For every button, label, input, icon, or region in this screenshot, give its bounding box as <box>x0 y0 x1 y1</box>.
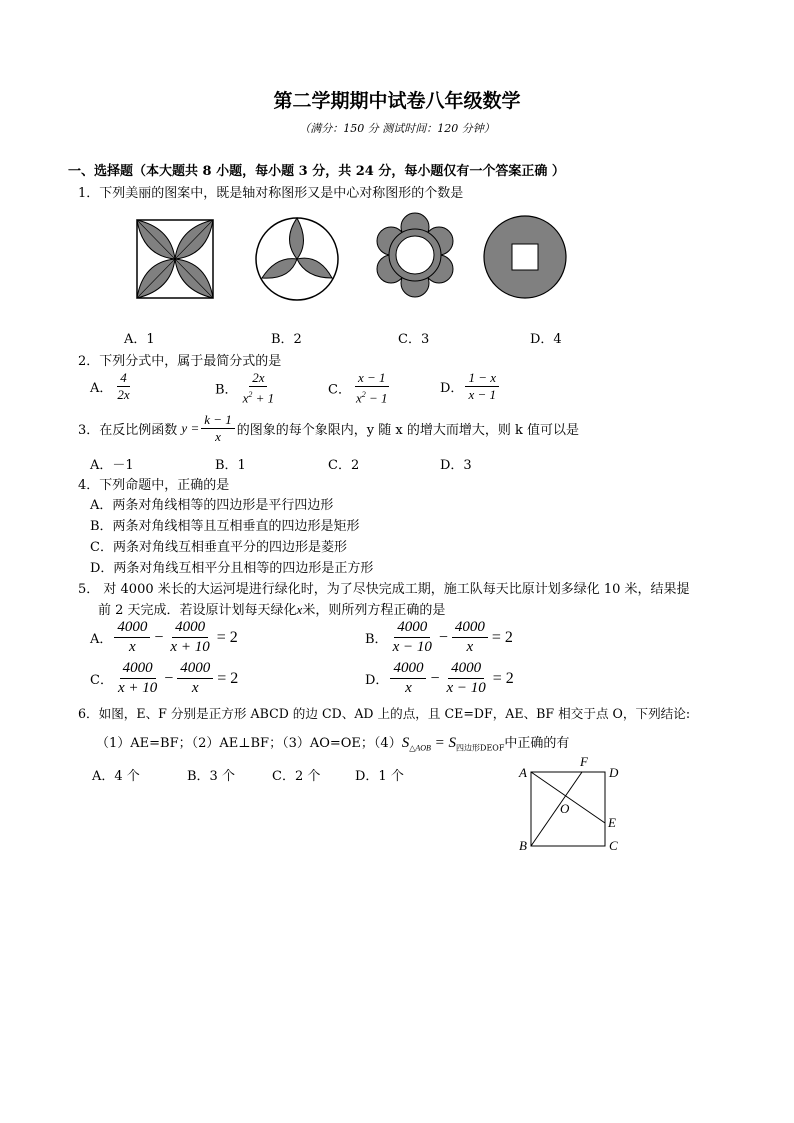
q3-stem: 3．在反比例函数 y = $\frac{k - 1}{x}$ 的图象的每个象限内，y 随 x 的增大而增大，则 k 值可以是 <box>78 412 579 444</box>
segment-bf <box>531 772 582 846</box>
pattern-square-petals <box>135 218 215 300</box>
page-subtitle: （满分：150 分 测试时间：120 分钟） <box>299 122 495 135</box>
point-label-o: O <box>560 801 570 816</box>
q1-option-b: B．2 <box>271 332 302 347</box>
q6-option-c: C．2 个 <box>272 769 321 784</box>
q3-option-c: C．2 <box>328 458 360 473</box>
q4-option-b: B．两条对角线相等且互相垂直的四边形是矩形 <box>90 519 360 534</box>
q1-option-a: A．1 <box>124 332 155 347</box>
q5-option-a: A． $\frac{4000}{x}$ − $\frac{4000}{x + 10}$ = 2 <box>90 619 238 655</box>
section-heading: 一、选择题（本大题共 8 小题，每小题 3 分，共 24 分，每小题仅有一个答案正确 ） <box>68 164 565 179</box>
q2-option-c: C． $\frac{x - 1}{x^2 - 1}$ <box>328 370 388 406</box>
pattern-coin <box>482 214 568 300</box>
q1-option-d: D．4 <box>530 332 562 347</box>
q6-option-d: D．1 个 <box>355 769 404 784</box>
point-label-e: E <box>608 815 616 830</box>
q4-option-d: D．两条对角线互相平分且相等的四边形是正方形 <box>90 561 374 576</box>
q2-stem: 2．下列分式中，属于最简分式的是 <box>78 354 282 369</box>
point-label-b: B <box>519 838 527 853</box>
point-label-d: D <box>609 765 619 780</box>
point-label-f: F <box>580 754 588 769</box>
page-title: 第二学期期中试卷八年级数学 <box>273 90 521 112</box>
q3-option-a: A．－1 <box>90 458 134 473</box>
pattern-circle-three-petals <box>254 216 340 302</box>
q5-option-c: C． $\frac{4000}{x + 10}$ − $\frac{4000}{x}$ = 2 <box>90 660 239 696</box>
point-label-a: A <box>519 765 527 780</box>
q5-option-d: D． $\frac{4000}{x}$ − $\frac{4000}{x - 10}$ = 2 <box>365 660 514 696</box>
q6-option-a: A．4 个 <box>92 769 140 784</box>
point-label-c: C <box>609 838 618 853</box>
q1-stem: 1．下列美丽的图案中，既是轴对称图形又是中心对称图形的个数是 <box>78 186 464 201</box>
q6-square-figure <box>514 752 626 854</box>
q5-stem-line1: 5． 对 4000 米长的大运河堤进行绿化时，为了尽快完成工期，施工队每天比原计划多绿化 10 米，结果提 <box>78 582 690 597</box>
q2-option-d: D． $\frac{1 - x}{x - 1}$ <box>440 370 501 403</box>
q6-conclusions: （1）AE=BF；（2）AE⊥BF；（3）AO=OE；$(4)S_{\triangle AOB} = S_{四边形DEOF}$中正确的有 <box>96 735 570 753</box>
q4-option-c: C．两条对角线互相垂直平分的四边形是菱形 <box>90 540 347 555</box>
q1-option-c: C．3 <box>398 332 430 347</box>
q4-option-a: A．两条对角线相等的四边形是平行四边形 <box>90 498 334 513</box>
pattern-flower <box>373 212 457 298</box>
q5-option-b: B． $\frac{4000}{x - 10}$ − $\frac{4000}{x}$ = 2 <box>365 619 513 655</box>
q2-option-b: B． $\frac{2x}{x^2 + 1}$ <box>215 370 275 406</box>
q4-stem: 4．下列命题中，正确的是 <box>78 478 230 493</box>
q2-option-a: A． $\frac{4}{2x}$ <box>90 370 130 402</box>
q6-stem-line1: 6．如图，E、F 分别是正方形 ABCD 的边 CD、AD 上的点，且 CE=DF，AE、BF 相交于点 O，下列结论: <box>78 706 691 721</box>
q6-option-b: B．3 个 <box>187 769 235 784</box>
q3-option-d: D．3 <box>440 458 472 473</box>
q5-stem-line2: 前 2 天完成．若设原计划每天绿化x米，则所列方程正确的是 <box>98 602 446 618</box>
q3-option-b: B．1 <box>215 458 246 473</box>
